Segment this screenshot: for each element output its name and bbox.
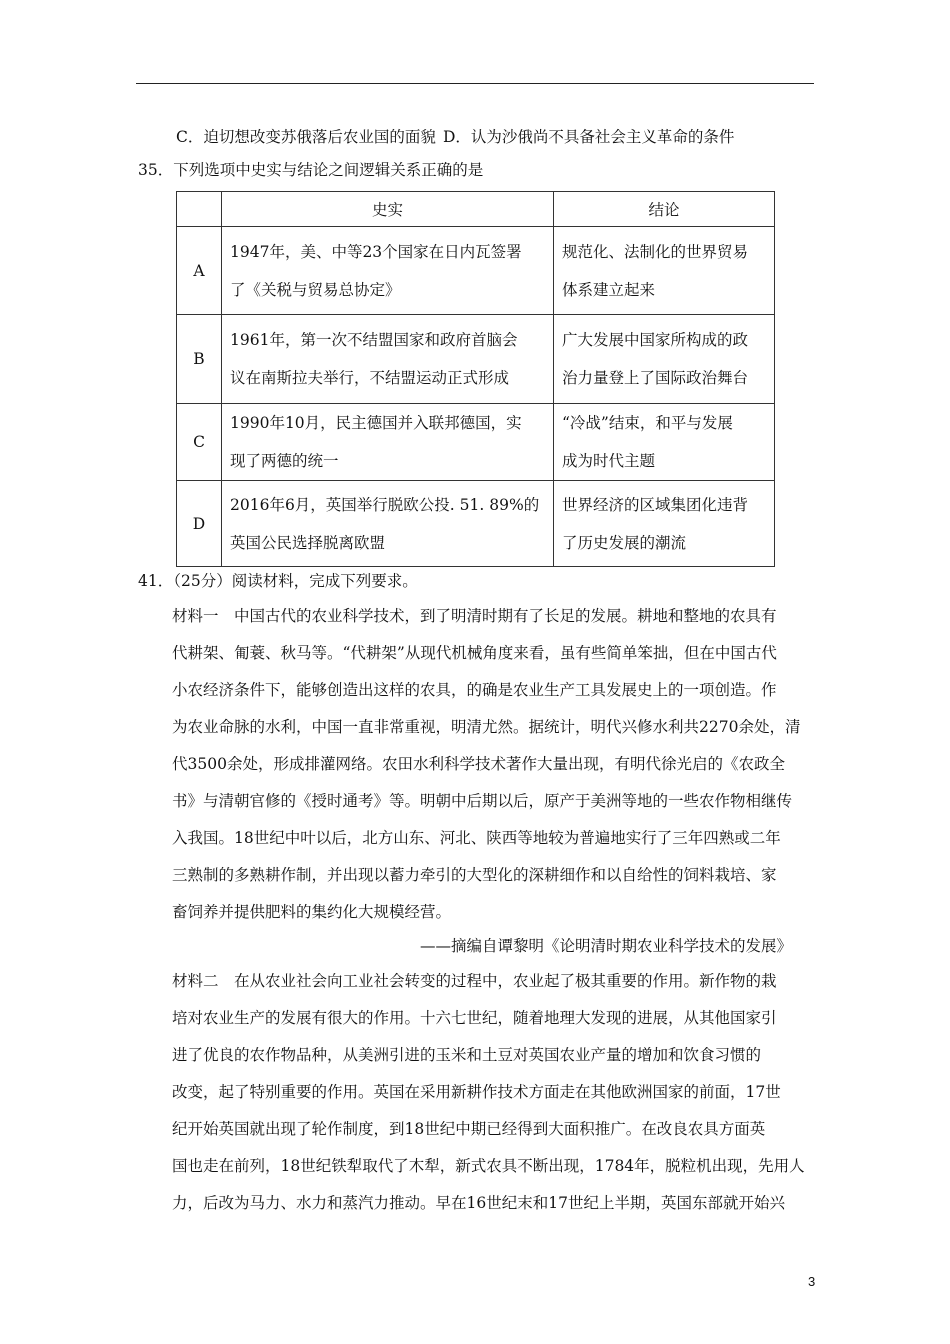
material-source: ——摘编自谭黎明《论明清时期农业科学技术的发展》 — [420, 937, 793, 955]
material-line: 代3500余处，形成排灌网络。农田水利科学技术著作大量出现，有明代徐光启的《农政全 — [172, 755, 785, 773]
material-line: 改变，起了特别重要的作用。英国在采用新耕作技术方面走在其他欧洲国家的前面，17世 — [172, 1083, 781, 1101]
q34-option-c: C．迫切想改变苏俄落后农业国的面貌 — [176, 128, 436, 146]
q34-option-d: D．认为沙俄尚不具备社会主义革命的条件 — [443, 128, 735, 146]
conclusion-line: 体系建立起来 — [562, 280, 656, 299]
material-line: 书》与清朝官修的《授时通考》等。明朝中后期以后，原产于美洲等地的一些农作物相继传 — [172, 792, 793, 810]
fact-line: 1947年，美、中等23个国家在日内瓦签署 — [230, 242, 522, 261]
table-row — [177, 227, 775, 315]
conclusion-line: 规范化、法制化的世界贸易 — [562, 242, 749, 261]
fact-line: 议在南斯拉夫举行，不结盟运动正式形成 — [230, 369, 510, 387]
header-blank-cell — [177, 192, 222, 227]
material-line: 小农经济条件下，能够创造出这样的农具，的确是农业生产工具发展史上的一项创造。作 — [172, 681, 777, 699]
material-line: 力，后改为马力、水力和蒸汽力推动。早在16世纪末和17世纪上半期，英国东部就开始兴 — [172, 1194, 785, 1212]
material-line: 国也走在前列，18世纪铁犁取代了木犁，新式农具不断出现，1784年，脱粒机出现，先用人 — [172, 1157, 805, 1175]
q35-table — [176, 191, 775, 567]
fact-cell — [222, 315, 554, 404]
header-conclusion: 结论 — [554, 192, 775, 227]
material-line: 培对农业生产的发展有很大的作用。十六七世纪，随着地理大发现的进展，从其他国家引 — [172, 1009, 777, 1027]
q35-stem: 35．下列选项中史实与结论之间逻辑关系正确的是 — [138, 161, 484, 179]
material-line: 材料二 在从农业社会向工业社会转变的过程中，农业起了极其重要的作用。新作物的栽 — [172, 972, 777, 990]
fact-line: 2016年6月，英国举行脱欧公投. 51. 89%的 — [230, 495, 540, 514]
table-row — [177, 404, 775, 481]
conclusion-line: 了历史发展的潮流 — [562, 533, 687, 552]
header-rule — [136, 83, 814, 84]
option-label: B — [177, 315, 222, 404]
fact-cell — [222, 404, 554, 481]
conclusion-line: 治力量登上了国际政治舞台 — [562, 369, 749, 387]
option-label: C — [177, 404, 222, 481]
conclusion-line: 成为时代主题 — [562, 452, 656, 470]
table-header-row — [177, 192, 775, 227]
fact-line: 1961年，第一次不结盟国家和政府首脑会 — [230, 331, 518, 349]
conclusion-line: 广大发展中国家所构成的政 — [562, 331, 749, 349]
table-row — [177, 481, 775, 567]
material-line: 代耕架、匍蓑、秋马等。“代耕架”从现代机械角度来看，虽有些简单笨拙，但在中国古代 — [172, 644, 777, 662]
fact-line: 英国公民选择脱离欧盟 — [230, 533, 386, 552]
fact-line: 现了两德的统一 — [230, 452, 339, 470]
material-line: 纪开始英国就出现了轮作制度，到18世纪中期已经得到大面积推广。在改良农具方面英 — [172, 1120, 766, 1138]
option-label: D — [177, 481, 222, 567]
conclusion-cell — [554, 227, 775, 315]
table-row — [177, 315, 775, 404]
fact-cell — [222, 481, 554, 567]
material-line: 入我国。18世纪中叶以后，北方山东、河北、陕西等地较为普遍地实行了三年四熟或二年 — [172, 829, 781, 847]
material-line: 畜饲养并提供肥料的集约化大规模经营。 — [172, 903, 452, 921]
conclusion-cell — [554, 404, 775, 481]
material-line: 进了优良的农作物品种，从美洲引进的玉米和土豆对英国农业产量的增加和饮食习惯的 — [172, 1046, 762, 1064]
q41-stem: 41．（25分）阅读材料，完成下列要求。 — [138, 572, 418, 590]
material-line: 材料一 中国古代的农业科学技术，到了明清时期有了长足的发展。耕地和整地的农具有 — [172, 607, 777, 625]
fact-line: 1990年10月，民主德国并入联邦德国，实 — [230, 414, 522, 432]
conclusion-cell — [554, 315, 775, 404]
material-line: 为农业命脉的水利，中国一直非常重视，明清尤然。据统计，明代兴修水利共2270余处，清 — [172, 718, 801, 736]
conclusion-line: “冷战”结束，和平与发展 — [562, 414, 733, 432]
option-label: A — [177, 227, 222, 315]
fact-line: 了《关税与贸易总协定》 — [230, 280, 401, 299]
material-line: 三熟制的多熟耕作制，并出现以蓄力牵引的大型化的深耕细作和以自给性的饲料栽培、家 — [172, 866, 777, 884]
header-fact: 史实 — [222, 192, 554, 227]
conclusion-cell — [554, 481, 775, 567]
conclusion-line: 世界经济的区域集团化违背 — [562, 495, 749, 514]
page-number: 3 — [808, 1274, 816, 1289]
fact-cell — [222, 227, 554, 315]
